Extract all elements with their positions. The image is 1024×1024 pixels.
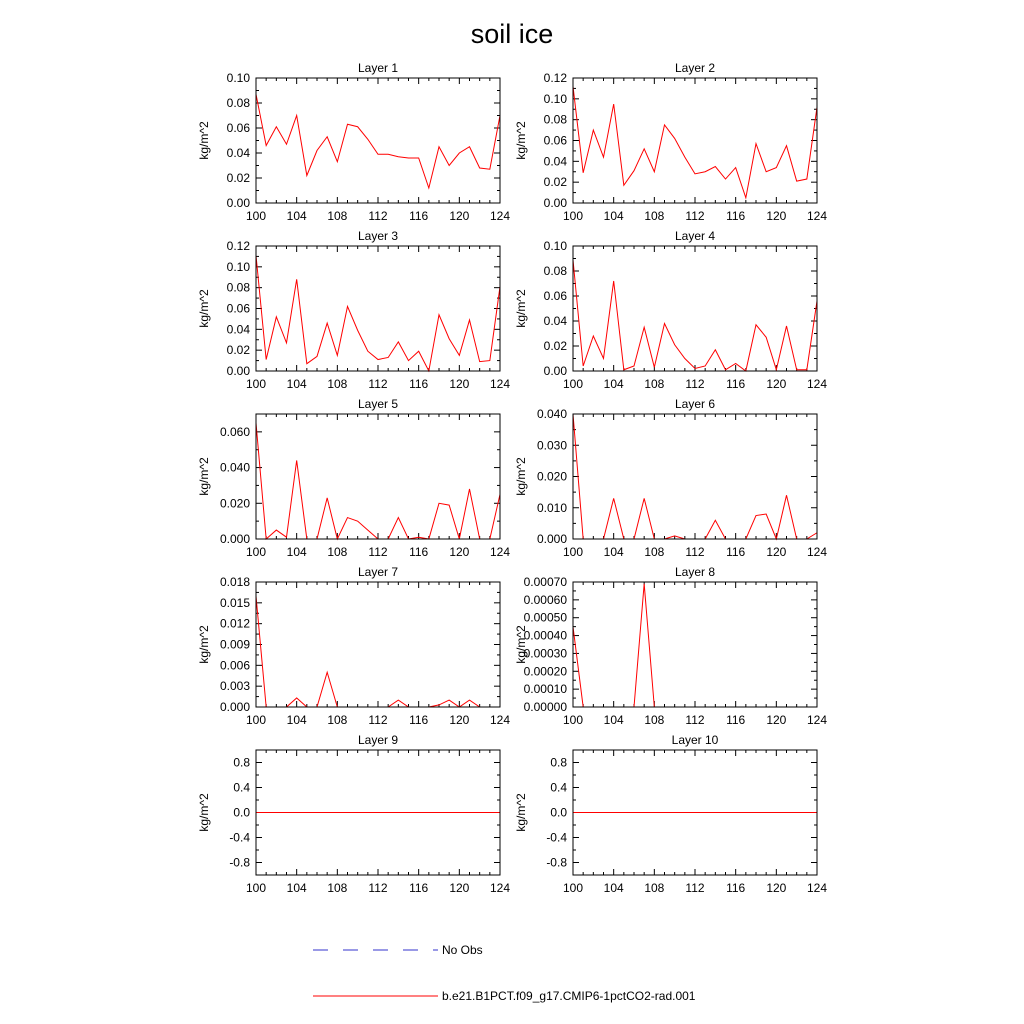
x-tick-label: 108 — [327, 713, 348, 727]
x-tick-label: 104 — [286, 881, 307, 895]
x-tick-label: 116 — [409, 209, 429, 223]
x-tick-label: 120 — [766, 545, 787, 559]
y-tick-label: 0.02 — [226, 343, 250, 358]
y-tick-label: 0.000 — [219, 700, 250, 714]
x-tick-label: 104 — [603, 881, 624, 895]
x-tick-label: 100 — [245, 377, 267, 391]
y-tick-label: 0.04 — [543, 154, 567, 169]
x-tick-label: 100 — [562, 881, 584, 895]
y-axis-label: kg/m^2 — [514, 457, 528, 496]
y-tick-label: 0.04 — [543, 314, 567, 328]
x-tick-label: 104 — [286, 545, 307, 559]
y-tick-label: 0.000 — [219, 532, 250, 546]
x-tick-label: 108 — [327, 377, 348, 391]
x-tick-label: 104 — [286, 209, 307, 223]
x-tick-label: 116 — [726, 881, 746, 895]
x-tick-label: 112 — [685, 545, 705, 559]
y-tick-label: 0.020 — [219, 496, 250, 511]
y-tick-label: 0.08 — [543, 112, 567, 127]
x-tick-label: 112 — [368, 377, 388, 391]
x-tick-label: 112 — [685, 713, 705, 727]
panel-layer-7 — [197, 565, 510, 727]
y-tick-label: -0.4 — [546, 830, 567, 845]
x-tick-label: 104 — [603, 377, 624, 391]
x-tick-label: 124 — [806, 713, 828, 727]
y-axis-label: kg/m^2 — [514, 289, 528, 328]
x-tick-label: 124 — [489, 545, 511, 559]
x-tick-label: 120 — [449, 713, 470, 727]
legend-label-no-obs: No Obs — [442, 943, 483, 957]
y-tick-label: 0.030 — [536, 438, 567, 453]
y-tick-label: 0.12 — [543, 71, 567, 85]
x-tick-label: 108 — [644, 209, 665, 223]
y-tick-label: -0.4 — [229, 830, 250, 845]
y-tick-label: 0.040 — [219, 460, 250, 475]
x-tick-label: 108 — [327, 881, 348, 895]
x-tick-label: 120 — [766, 713, 787, 727]
panel-layer-4 — [514, 229, 827, 391]
y-tick-label: 0.4 — [550, 780, 567, 795]
series-line — [573, 414, 817, 539]
y-tick-label: 0.018 — [219, 575, 250, 589]
y-axis-label: kg/m^2 — [197, 793, 211, 832]
series-line — [256, 255, 500, 371]
x-tick-label: 100 — [562, 377, 584, 391]
figure-title: soil ice — [470, 19, 554, 49]
y-tick-label: 0.0 — [550, 805, 567, 820]
x-tick-label: 124 — [806, 881, 828, 895]
x-tick-label: 112 — [685, 377, 705, 391]
y-tick-label: 0.04 — [226, 146, 250, 160]
legend-item-model-run — [313, 989, 696, 1003]
x-tick-label: 120 — [766, 377, 787, 391]
y-tick-label: -0.8 — [229, 855, 250, 870]
y-axis-label: kg/m^2 — [514, 625, 528, 664]
x-tick-label: 116 — [409, 377, 429, 391]
y-tick-label: 0.00010 — [523, 682, 567, 697]
y-tick-label: 0.00030 — [523, 646, 567, 661]
x-tick-label: 108 — [327, 545, 348, 559]
x-tick-label: 100 — [562, 545, 584, 559]
x-tick-label: 108 — [644, 713, 665, 727]
y-tick-label: 0.020 — [536, 469, 567, 484]
y-tick-label: 0.00040 — [523, 628, 567, 643]
x-tick-label: 124 — [806, 377, 828, 391]
x-tick-label: 124 — [489, 713, 511, 727]
x-tick-label: 116 — [409, 545, 429, 559]
panel-title: Layer 6 — [674, 397, 716, 411]
x-tick-label: 120 — [449, 209, 470, 223]
x-tick-label: 112 — [685, 209, 705, 223]
y-tick-label: 0.06 — [226, 301, 250, 316]
y-tick-label: -0.8 — [546, 855, 567, 870]
panel-title: Layer 3 — [357, 229, 399, 243]
y-axis-label: kg/m^2 — [197, 625, 211, 664]
x-tick-label: 100 — [245, 881, 267, 895]
panel-title: Layer 8 — [674, 565, 716, 579]
y-tick-label: 0.003 — [219, 679, 250, 694]
x-tick-label: 104 — [603, 713, 624, 727]
y-tick-label: 0.010 — [536, 500, 567, 515]
x-tick-label: 124 — [489, 209, 511, 223]
legend — [313, 943, 696, 1003]
y-tick-label: 0.00 — [226, 196, 250, 210]
plot-frame — [573, 582, 817, 707]
x-tick-label: 104 — [286, 713, 307, 727]
panel-layer-9 — [197, 733, 510, 895]
x-tick-label: 124 — [489, 377, 511, 391]
x-tick-label: 116 — [726, 545, 746, 559]
x-tick-label: 112 — [368, 209, 388, 223]
panel-title: Layer 1 — [357, 61, 399, 75]
y-axis-label: kg/m^2 — [197, 457, 211, 496]
y-tick-label: 0.08 — [226, 96, 250, 110]
y-tick-label: 0.00 — [543, 196, 567, 210]
y-axis-label: kg/m^2 — [514, 121, 528, 160]
y-tick-label: 0.00 — [226, 364, 250, 378]
x-tick-label: 120 — [449, 881, 470, 895]
plot-frame — [573, 78, 817, 203]
series-line — [573, 584, 817, 707]
x-tick-label: 112 — [368, 713, 388, 727]
panel-title: Layer 4 — [674, 229, 716, 243]
x-tick-label: 108 — [327, 209, 348, 223]
y-axis-label: kg/m^2 — [197, 121, 211, 160]
y-tick-label: 0.04 — [226, 322, 250, 337]
y-tick-label: 0.00020 — [523, 664, 567, 679]
x-tick-label: 108 — [644, 881, 665, 895]
y-tick-label: 0.10 — [543, 239, 567, 253]
x-tick-label: 108 — [644, 545, 665, 559]
panel-layer-6 — [514, 397, 827, 559]
x-tick-label: 116 — [409, 881, 429, 895]
y-tick-label: 0.08 — [226, 280, 250, 295]
y-axis-label: kg/m^2 — [197, 289, 211, 328]
x-tick-label: 100 — [245, 713, 267, 727]
panel-layer-3 — [197, 229, 510, 391]
x-tick-label: 104 — [286, 377, 307, 391]
plot-frame — [256, 246, 500, 371]
panel-layer-5 — [197, 397, 510, 559]
series-line — [573, 86, 817, 197]
y-tick-label: 0.02 — [543, 339, 567, 353]
x-tick-label: 112 — [685, 881, 705, 895]
y-axis-label: kg/m^2 — [514, 793, 528, 832]
x-tick-label: 108 — [644, 377, 665, 391]
y-tick-label: 0.08 — [543, 264, 567, 278]
x-tick-label: 100 — [562, 209, 584, 223]
series-line — [256, 423, 500, 539]
x-tick-label: 100 — [562, 713, 584, 727]
x-tick-label: 104 — [603, 209, 624, 223]
panel-title: Layer 2 — [674, 61, 716, 75]
x-tick-label: 112 — [368, 881, 388, 895]
y-tick-label: 0.10 — [226, 71, 250, 85]
y-tick-label: 0.0 — [233, 805, 250, 820]
x-tick-label: 120 — [766, 881, 787, 895]
y-tick-label: 0.060 — [219, 424, 250, 439]
y-tick-label: 0.00000 — [523, 700, 567, 714]
x-tick-label: 100 — [245, 545, 267, 559]
y-tick-label: 0.02 — [543, 175, 567, 190]
panel-layer-8 — [514, 565, 827, 727]
y-tick-label: 0.00060 — [523, 592, 567, 607]
y-tick-label: 0.10 — [226, 259, 250, 274]
y-tick-label: 0.000 — [536, 532, 567, 546]
x-tick-label: 124 — [806, 209, 828, 223]
x-tick-label: 112 — [368, 545, 388, 559]
x-tick-label: 120 — [449, 377, 470, 391]
y-tick-label: 0.00070 — [523, 575, 567, 589]
y-tick-label: 0.10 — [543, 91, 567, 106]
x-tick-label: 104 — [603, 545, 624, 559]
x-tick-label: 124 — [489, 881, 511, 895]
panels — [197, 61, 827, 895]
y-tick-label: 0.040 — [536, 407, 567, 421]
panel-layer-1 — [197, 61, 510, 223]
panel-title: Layer 10 — [671, 733, 719, 747]
panel-title: Layer 7 — [357, 565, 399, 579]
y-tick-label: 0.02 — [226, 171, 250, 185]
y-tick-label: 0.009 — [219, 637, 250, 652]
plot-frame — [256, 582, 500, 707]
x-tick-label: 116 — [726, 377, 746, 391]
y-tick-label: 0.06 — [543, 289, 567, 303]
x-tick-label: 116 — [726, 713, 746, 727]
x-tick-label: 116 — [726, 209, 746, 223]
panel-title: Layer 5 — [357, 397, 399, 411]
y-tick-label: 0.006 — [219, 658, 250, 673]
panel-title: Layer 9 — [357, 733, 399, 747]
series-line — [256, 596, 500, 707]
x-tick-label: 116 — [409, 713, 429, 727]
y-tick-label: 0.8 — [233, 755, 250, 770]
y-tick-label: 0.4 — [233, 780, 250, 795]
y-tick-label: 0.00 — [543, 364, 567, 378]
y-tick-label: 0.12 — [226, 239, 250, 253]
x-tick-label: 100 — [245, 209, 267, 223]
y-tick-label: 0.06 — [543, 133, 567, 148]
series-line — [573, 260, 817, 371]
series-line — [256, 94, 500, 188]
x-tick-label: 120 — [449, 545, 470, 559]
x-tick-label: 120 — [766, 209, 787, 223]
legend-item-no-obs — [313, 943, 483, 957]
plot-frame — [256, 78, 500, 203]
legend-label-model-run: b.e21.B1PCT.f09_g17.CMIP6-1pctCO2-rad.001 — [442, 989, 696, 1003]
y-tick-label: 0.012 — [219, 616, 250, 631]
panel-layer-10 — [514, 733, 827, 895]
y-tick-label: 0.06 — [226, 121, 250, 135]
y-tick-label: 0.015 — [219, 595, 250, 610]
y-tick-label: 0.00050 — [523, 610, 567, 625]
y-tick-label: 0.8 — [550, 755, 567, 770]
x-tick-label: 124 — [806, 545, 828, 559]
panel-layer-2 — [514, 61, 827, 223]
